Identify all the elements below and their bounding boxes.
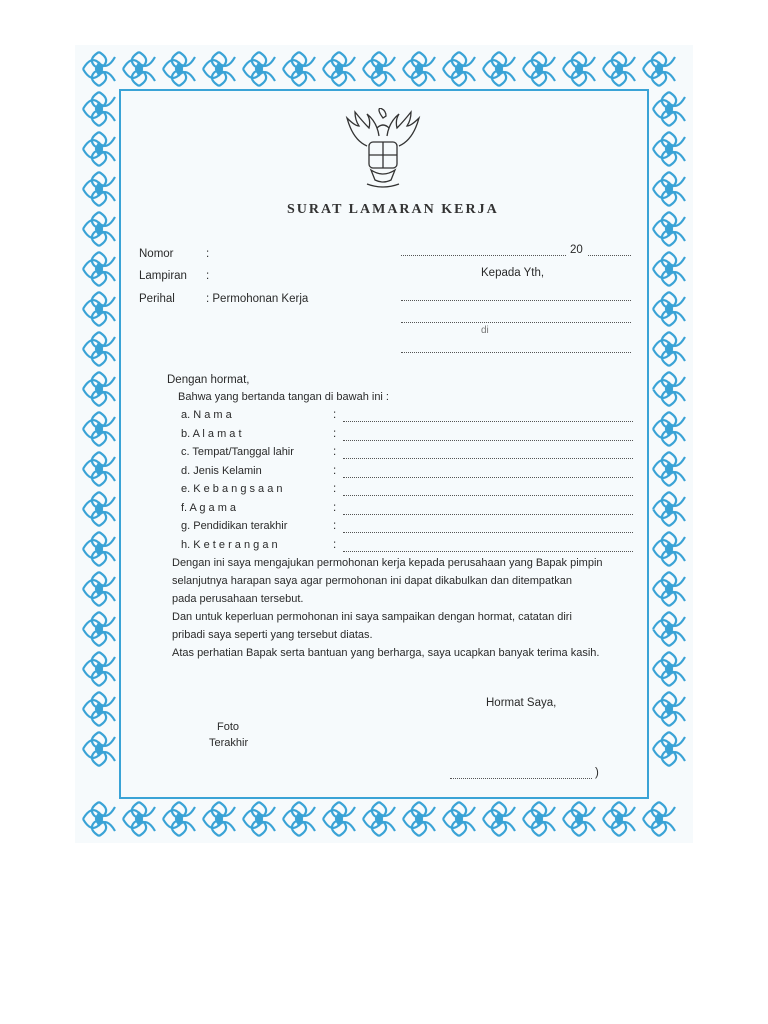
border-motif [443, 802, 475, 836]
recipient-line-3[interactable] [401, 352, 631, 353]
border-motif [443, 52, 475, 86]
date-year: 20 [570, 244, 583, 256]
form-page [75, 45, 693, 843]
field-label: h. K e t e r a n g a n [181, 538, 278, 551]
signature-close: ) [595, 767, 599, 779]
border-motif [653, 172, 685, 206]
field-colon: : [333, 483, 337, 495]
border-motif [283, 52, 315, 86]
field-label: b. A l a m a t [181, 427, 242, 440]
field-colon: : [333, 538, 337, 551]
border-motif [83, 692, 115, 726]
border-motif [243, 52, 275, 86]
border-motif [523, 802, 555, 836]
border-motif [283, 802, 315, 836]
border-motif [653, 132, 685, 166]
field-colon: : [333, 427, 337, 440]
border-motif [83, 412, 115, 446]
field-blank[interactable] [343, 514, 633, 515]
border-motif [653, 212, 685, 246]
di-label: di [481, 325, 489, 336]
border-motif [603, 802, 635, 836]
foto-label: Foto [217, 721, 240, 733]
border-motif [643, 802, 675, 836]
border-motif [403, 52, 435, 86]
border-motif [643, 52, 675, 86]
date-year-blank[interactable] [588, 255, 631, 256]
border-motif [323, 52, 355, 86]
border-motif [123, 52, 155, 86]
border-motif [403, 802, 435, 836]
paragraph-line: Dan untuk keperluan permohonan ini saya sampaikan dengan hormat, catatan diri [172, 611, 572, 623]
kepada-yth: Kepada Yth, [481, 267, 545, 279]
border-motif [83, 212, 115, 246]
paragraph-line: pribadi saya seperti yang tersebut diatas. [172, 629, 373, 641]
border-motif [653, 692, 685, 726]
border-motif [653, 452, 685, 486]
border-motif [83, 532, 115, 566]
paragraph-line: Atas perhatian Bapak serta bantuan yang berharga, saya ucapkan banyak terima kasih. [172, 647, 600, 659]
greeting: Dengan hormat, [167, 374, 250, 386]
border-motif [83, 252, 115, 286]
border-motif [653, 612, 685, 646]
field-colon: : [333, 520, 337, 532]
border-motif [653, 372, 685, 406]
border-motif [653, 92, 685, 126]
nomor-label: Nomor [139, 248, 174, 260]
perihal-label: Perihal [139, 293, 175, 305]
field-label: e. K e b a n g s a a n [181, 483, 283, 495]
border-motif [523, 52, 555, 86]
field-label: c. Tempat/Tanggal lahir [181, 446, 294, 458]
field-blank[interactable] [343, 532, 633, 533]
border-motif [563, 802, 595, 836]
field-label: a. N a m a [181, 409, 232, 421]
border-motif [243, 802, 275, 836]
recipient-line-1[interactable] [401, 300, 631, 301]
garuda-emblem-icon [337, 108, 429, 198]
border-motif [83, 92, 115, 126]
field-label: f. A g a m a [181, 501, 237, 514]
border-motif [83, 332, 115, 366]
border-motif [653, 292, 685, 326]
border-motif [163, 802, 195, 836]
paragraph-line: Dengan ini saya mengajukan permohonan kerja kepada perusahaan yang Bapak pimpin [172, 557, 603, 569]
lampiran-colon: : [206, 270, 210, 282]
field-blank[interactable] [343, 551, 633, 552]
signature-line[interactable] [450, 778, 592, 779]
border-motif [603, 52, 635, 86]
border-motif [83, 612, 115, 646]
border-motif [483, 52, 515, 86]
field-blank[interactable] [343, 495, 633, 496]
terakhir-label: Terakhir [209, 737, 249, 749]
border-motif [83, 452, 115, 486]
border-motif [83, 652, 115, 686]
border-motif [83, 572, 115, 606]
border-motif [83, 732, 115, 766]
border-motif [83, 172, 115, 206]
border-motif [83, 52, 115, 86]
recipient-line-2[interactable] [401, 322, 631, 323]
border-motif [653, 492, 685, 526]
border-motif [563, 52, 595, 86]
field-colon: : [333, 464, 337, 477]
field-blank[interactable] [343, 458, 633, 459]
border-motif [653, 532, 685, 566]
border-motif [653, 572, 685, 606]
hormat-saya: Hormat Saya, [486, 697, 557, 709]
intro-line: Bahwa yang bertanda tangan di bawah ini : [178, 391, 389, 403]
perihal-value: : Permohonan Kerja [206, 293, 309, 305]
nomor-colon: : [206, 248, 210, 260]
border-motif [323, 802, 355, 836]
border-motif [653, 732, 685, 766]
field-label: g. Pendidikan terakhir [181, 520, 288, 532]
lampiran-label: Lampiran [139, 270, 187, 282]
field-colon: : [333, 409, 337, 421]
field-blank[interactable] [343, 421, 633, 422]
border-motif [83, 802, 115, 836]
border-motif [123, 802, 155, 836]
paragraph-line: pada perusahaan tersebut. [172, 593, 304, 605]
border-motif [653, 252, 685, 286]
border-motif [363, 52, 395, 86]
field-blank[interactable] [343, 440, 633, 441]
document-title: SURAT LAMARAN KERJA [287, 202, 499, 217]
paragraph-line: selanjutnya harapan saya agar permohonan ini dapat dikabulkan dan ditempatkan [172, 575, 572, 587]
border-motif [483, 802, 515, 836]
border-motif [653, 652, 685, 686]
border-motif [203, 52, 235, 86]
field-label: d. Jenis Kelamin [181, 464, 262, 477]
field-colon: : [333, 446, 337, 458]
border-motif [83, 132, 115, 166]
border-motif [653, 332, 685, 366]
field-colon: : [333, 501, 337, 514]
border-motif [83, 372, 115, 406]
border-motif [83, 492, 115, 526]
border-motif [363, 802, 395, 836]
date-blank[interactable] [401, 255, 566, 256]
field-blank[interactable] [343, 477, 633, 478]
border-motif [83, 292, 115, 326]
border-motif [163, 52, 195, 86]
border-motif [203, 802, 235, 836]
border-motif [653, 412, 685, 446]
